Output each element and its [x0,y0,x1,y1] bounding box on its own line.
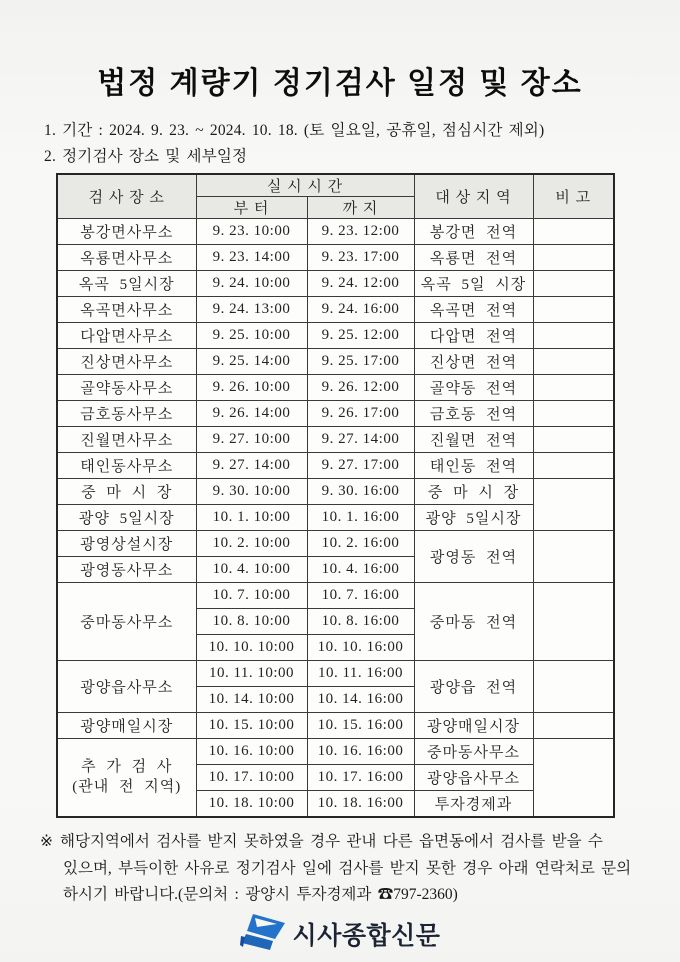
cell-to: 9. 23. 17:00 [307,245,414,271]
schedule-row [57,245,614,271]
cell-from: 9. 27. 14:00 [196,453,307,479]
schedule-row [57,505,614,531]
cell-area: 봉강면 전역 [414,219,533,245]
cell-area: 금호동 전역 [414,401,533,427]
cell-to: 9. 23. 12:00 [307,219,414,245]
cell-from: 10. 7. 10:00 [196,583,307,609]
cell-area: 다압면 전역 [414,323,533,349]
cell-from: 9. 26. 10:00 [196,375,307,401]
cell-note [533,479,614,531]
cell-to: 10. 11. 16:00 [307,661,414,687]
cell-to: 9. 30. 16:00 [307,479,414,505]
cell-from: 9. 26. 14:00 [196,401,307,427]
page-title: 법정 계량기 정기검사 일정 및 장소 [97,67,583,100]
cell-to: 10. 16. 16:00 [307,739,414,765]
footnote-line-1-text: 해당지역에서 검사를 받지 못하였을 경우 관내 다른 읍면동에서 검사를 받을 수 [60,833,603,850]
cell-place: 광양읍사무소 [57,661,196,713]
cell-note [533,245,614,271]
cell-to: 10. 17. 16:00 [307,765,414,791]
cell-to: 9. 27. 14:00 [307,427,414,453]
cell-to: 10. 4. 16:00 [307,557,414,583]
cell-note [533,323,614,349]
schedule-row [57,323,614,349]
schedule-row [57,427,614,453]
cell-note [533,583,614,661]
cell-to: 9. 26. 12:00 [307,375,414,401]
schedule-row [57,531,614,557]
schedule-row [57,375,614,401]
cell-to: 10. 1. 16:00 [307,505,414,531]
cell-place: 광양매일시장 [57,713,196,739]
schedule-row [57,349,614,375]
cell-note [533,453,614,479]
schedule-row [57,297,614,323]
cell-from: 9. 27. 10:00 [196,427,307,453]
schedule-row [57,453,614,479]
cell-area: 옥곡면 전역 [414,297,533,323]
cell-area: 중 마 시 장 [414,479,533,505]
cell-place: 광양 5일시장 [57,505,196,531]
cell-area: 골약동 전역 [414,375,533,401]
cell-to: 10. 2. 16:00 [307,531,414,557]
footnote-marker: ※ [40,833,53,850]
schedule-row [57,271,614,297]
header-area: 대 상 지 역 [414,174,533,219]
schedule-row [57,713,614,739]
cell-place: 중마동사무소 [57,583,196,661]
schedule-row [57,661,614,687]
cell-from: 9. 30. 10:00 [196,479,307,505]
cell-from: 10. 16. 10:00 [196,739,307,765]
cell-to: 10. 14. 16:00 [307,687,414,713]
cell-area: 광양읍사무소 [414,765,533,791]
cell-note [533,713,614,739]
cell-area: 옥룡면 전역 [414,245,533,271]
cell-area: 투자경제과 [414,791,533,818]
cell-note [533,401,614,427]
footnote-line-2: 있으며, 부득이한 사유로 정기검사 일에 검사를 받지 못한 경우 아래 연락처로 문의 [63,859,632,877]
cell-from: 9. 25. 10:00 [196,323,307,349]
publisher-logo [0,914,680,954]
cell-from: 10. 4. 10:00 [196,557,307,583]
cell-from: 9. 24. 10:00 [196,271,307,297]
cell-place: 진월면사무소 [57,427,196,453]
header-from: 부 터 [196,197,307,219]
cell-to: 9. 25. 17:00 [307,349,414,375]
cell-note [533,531,614,583]
cell-area: 중마동 전역 [414,583,533,661]
cell-place: 진상면사무소 [57,349,196,375]
cell-place: 광영동사무소 [57,557,196,583]
cell-note [533,375,614,401]
cell-to: 10. 15. 16:00 [307,713,414,739]
header-note: 비 고 [533,174,614,219]
cell-note [533,427,614,453]
cell-from: 10. 14. 10:00 [196,687,307,713]
cell-area: 태인동 전역 [414,453,533,479]
cell-from: 10. 11. 10:00 [196,661,307,687]
cell-to: 9. 24. 16:00 [307,297,414,323]
schedule-row [57,219,614,245]
cell-place: 추 가 검 사 (관내 전 지역) [57,739,196,818]
cell-place: 봉강면사무소 [57,219,196,245]
header-to: 까 지 [307,197,414,219]
cell-note [533,661,614,713]
intro-schedule-line: 2. 정기검사 장소 및 세부일정 [44,148,248,165]
cell-note [533,739,614,818]
cell-note [533,219,614,245]
cell-from: 10. 17. 10:00 [196,765,307,791]
cell-area: 광영동 전역 [414,531,533,583]
cell-from: 9. 23. 10:00 [196,219,307,245]
cell-place: 옥곡 5일시장 [57,271,196,297]
cell-from: 10. 18. 10:00 [196,791,307,818]
header-place: 검 사 장 소 [57,174,196,219]
cell-to: 10. 7. 16:00 [307,583,414,609]
cell-place: 중 마 시 장 [57,479,196,505]
cell-area: 광양매일시장 [414,713,533,739]
footnote [40,829,642,909]
footnote-line-3: 하시기 바랍니다.(문의처 : 광양시 투자경제과 ☎797-2360) [63,886,458,903]
intro-block [44,118,544,170]
cell-from: 9. 25. 14:00 [196,349,307,375]
cell-area: 옥곡 5일 시장 [414,271,533,297]
cell-place: 금호동사무소 [57,401,196,427]
cell-to: 10. 10. 16:00 [307,635,414,661]
cell-to: 9. 25. 12:00 [307,323,414,349]
schedule-row [57,739,614,765]
cell-place: 옥곡면사무소 [57,297,196,323]
cell-from: 9. 24. 13:00 [196,297,307,323]
footnote-line-1 [40,829,642,856]
cell-to: 9. 24. 12:00 [307,271,414,297]
cell-to: 10. 8. 16:00 [307,609,414,635]
newspaper-mark-icon [240,914,286,954]
cell-area: 진월면 전역 [414,427,533,453]
schedule-row [57,583,614,609]
cell-area: 중마동사무소 [414,739,533,765]
cell-note [533,297,614,323]
cell-place: 태인동사무소 [57,453,196,479]
cell-from: 10. 10. 10:00 [196,635,307,661]
schedule-table-body [57,219,614,818]
publisher-logo-text: 시사종합신문 [292,922,441,950]
cell-to: 9. 26. 17:00 [307,401,414,427]
cell-from: 10. 1. 10:00 [196,505,307,531]
cell-from: 10. 2. 10:00 [196,531,307,557]
header-time-group: 실 시 시 간 [196,174,414,197]
cell-place: 옥룡면사무소 [57,245,196,271]
cell-area: 광양 5일시장 [414,505,533,531]
cell-from: 10. 8. 10:00 [196,609,307,635]
cell-to: 10. 18. 16:00 [307,791,414,818]
cell-place: 광영상설시장 [57,531,196,557]
cell-to: 9. 27. 17:00 [307,453,414,479]
cell-place: 다압면사무소 [57,323,196,349]
cell-note [533,349,614,375]
cell-area: 광양읍 전역 [414,661,533,713]
cell-note [533,271,614,297]
cell-place: 골약동사무소 [57,375,196,401]
cell-from: 9. 23. 14:00 [196,245,307,271]
inspection-schedule-table [56,173,615,818]
cell-area: 진상면 전역 [414,349,533,375]
schedule-row [57,479,614,505]
intro-period-line: 1. 기간 : 2024. 9. 23. ~ 2024. 10. 18. (토 일요일, 공휴일, 점심시간 제외) [44,122,545,139]
table-header-row-1 [57,174,614,197]
cell-from: 10. 15. 10:00 [196,713,307,739]
schedule-row [57,401,614,427]
